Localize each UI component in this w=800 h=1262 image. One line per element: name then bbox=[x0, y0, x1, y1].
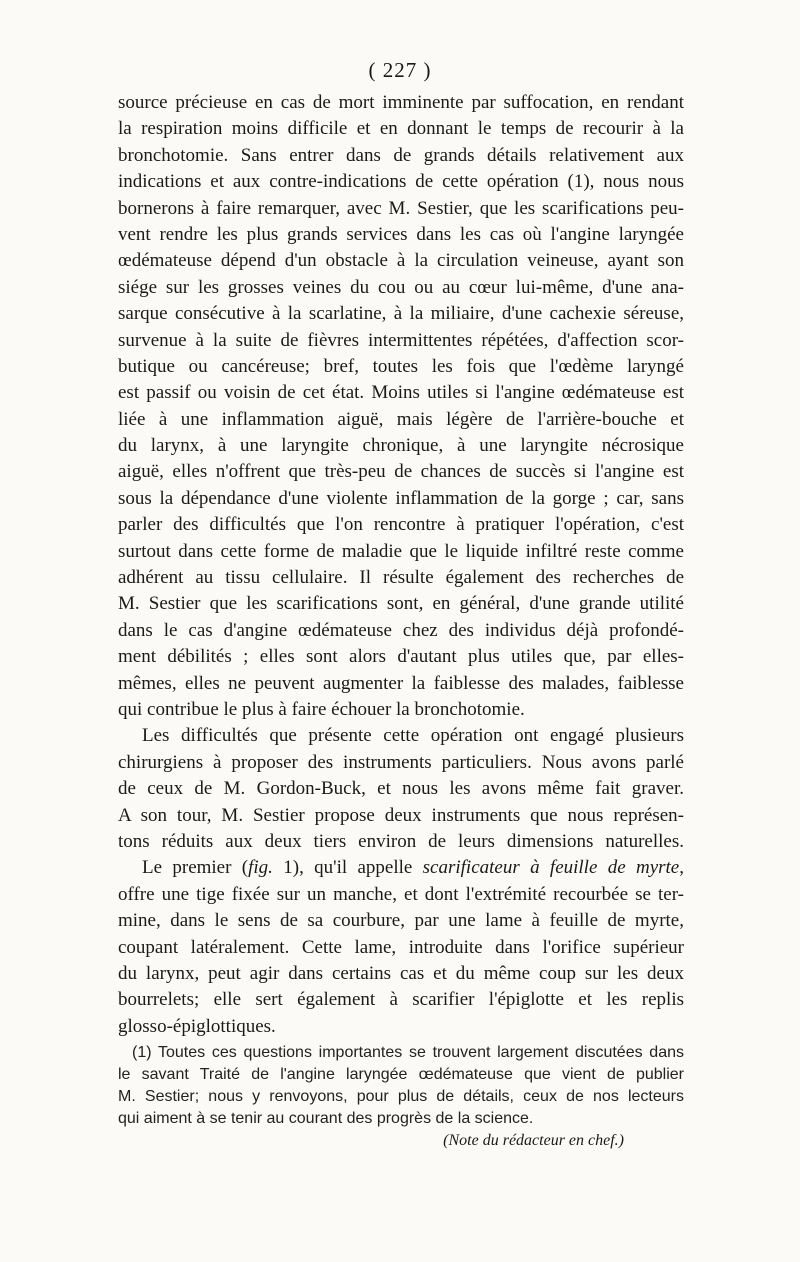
footnote-line: (1) Toutes ces questions importantes se trouvent largement discutées dans bbox=[132, 1044, 684, 1061]
instrument-name: scarificateur à feuille de myrte bbox=[422, 857, 680, 879]
text-line: bornerons à faire remarquer, avec M. Sestier, que les scarifications peu- bbox=[118, 197, 684, 219]
text-line: offre une tige fixée sur un manche, et dont l'extrémité recourbée se ter- bbox=[118, 883, 684, 905]
text-line: du larynx, peut agir dans certains cas et du même coup sur les deux bbox=[118, 962, 684, 984]
footnote-signature: (Note du rédacteur en chef.) bbox=[443, 1132, 624, 1149]
footnote-line: M. Sestier; nous y renvoyons, pour plus de détails, ceux de nos lecteurs bbox=[118, 1088, 684, 1105]
text-line: du larynx, à une laryngite chronique, à une laryngite nécrosique bbox=[118, 435, 684, 457]
page-number: ( 227 ) bbox=[368, 58, 432, 82]
text-line: ment débilités ; elles sont alors d'autant plus utiles que, par elles- bbox=[118, 646, 684, 668]
main-text bbox=[118, 90, 684, 1040]
text-line: vent rendre les plus grands services dans les cas où l'angine laryngée bbox=[118, 223, 684, 245]
text-line: mine, dans le sens de sa courbure, par une lame à feuille de myrte, bbox=[118, 910, 684, 932]
figure-reference: fig. bbox=[248, 857, 273, 879]
text-line: sous la dépendance d'une violente inflammation de la gorge ; car, sans bbox=[118, 487, 684, 509]
text-line: source précieuse en cas de mort imminente par suffocation, en rendant bbox=[118, 92, 684, 113]
text-line: mêmes, elles ne peuvent augmenter la faiblesse des malades, faiblesse bbox=[118, 672, 684, 694]
text-line: de ceux de M. Gordon-Buck, et nous les avons même fait graver. bbox=[118, 778, 684, 800]
text-line: surtout dans cette forme de maladie que le liquide infiltré reste comme bbox=[118, 540, 684, 562]
text-fragment: Le premier ( bbox=[142, 857, 249, 879]
text-line: œdémateuse dépend d'un obstacle à la circulation veineuse, ayant son bbox=[118, 250, 684, 272]
text-line: est passif ou voisin de cet état. Moins utiles si l'angine œdémateuse est bbox=[118, 382, 684, 404]
text-line: sarque consécutive à la scarlatine, à la miliaire, d'une cachexie séreuse, bbox=[118, 303, 684, 325]
text-line: tons réduits aux deux tiers environ de leurs dimensions naturelles. bbox=[118, 830, 684, 852]
text-line: siége sur les grosses veines du cou ou au cœur lui-même, d'une ana- bbox=[118, 276, 684, 298]
text-line: chirurgiens à proposer des instruments particuliers. Nous avons parlé bbox=[118, 751, 684, 773]
text-line: qui contribue le plus à faire échouer la bronchotomie. bbox=[118, 698, 525, 720]
text-line: glosso-épiglottiques. bbox=[118, 1015, 276, 1037]
text-line: la respiration moins difficile et en donnant le temps de recourir à la bbox=[118, 118, 684, 140]
footnote-line: le savant Traité de l'angine laryngée œdémateuse que vient de publier bbox=[118, 1066, 684, 1083]
text-line: indications et aux contre-indications de cette opération (1), nous nous bbox=[118, 171, 684, 193]
text-line: parler des difficultés que l'on rencontre à pratiquer l'opération, c'est bbox=[118, 514, 684, 536]
footnote bbox=[118, 1042, 684, 1152]
text-line: bronchotomie. Sans entrer dans de grands détails relativement aux bbox=[118, 144, 684, 166]
text-fragment: , bbox=[679, 857, 684, 879]
text-line: Les difficultés que présente cette opération ont engagé plusieurs bbox=[142, 725, 684, 747]
text-line: bourrelets; elle sert également à scarifier l'épiglotte et les replis bbox=[118, 989, 684, 1011]
footnote-line: qui aiment à se tenir au courant des progrès de la science. bbox=[118, 1110, 534, 1127]
text-line: M. Sestier que les scarifications sont, en général, d'une grande utilité bbox=[118, 593, 684, 615]
text-line: butique ou cancéreuse; bref, toutes les fois que l'œdème laryngé bbox=[118, 355, 684, 377]
text-line: aiguë, elles n'offrent que très-peu de chances de succès si l'angine est bbox=[118, 461, 684, 483]
text-fragment: 1), qu'il appelle bbox=[272, 857, 423, 879]
text-line: A son tour, M. Sestier propose deux instruments que nous représen- bbox=[118, 804, 684, 826]
text-line: survenue à la suite de fièvres intermittentes répétées, d'affection scor- bbox=[118, 329, 684, 351]
text-line bbox=[118, 855, 684, 881]
text-line: adhérent au tissu cellulaire. Il résulte également des recherches de bbox=[118, 567, 684, 589]
text-line: coupant latéralement. Cette lame, introduite dans l'orifice supérieur bbox=[118, 936, 684, 958]
text-line: dans le cas d'angine œdémateuse chez des individus déjà profondé- bbox=[118, 619, 684, 641]
text-line: liée à une inflammation aiguë, mais légère de l'arrière-bouche et bbox=[118, 408, 684, 430]
